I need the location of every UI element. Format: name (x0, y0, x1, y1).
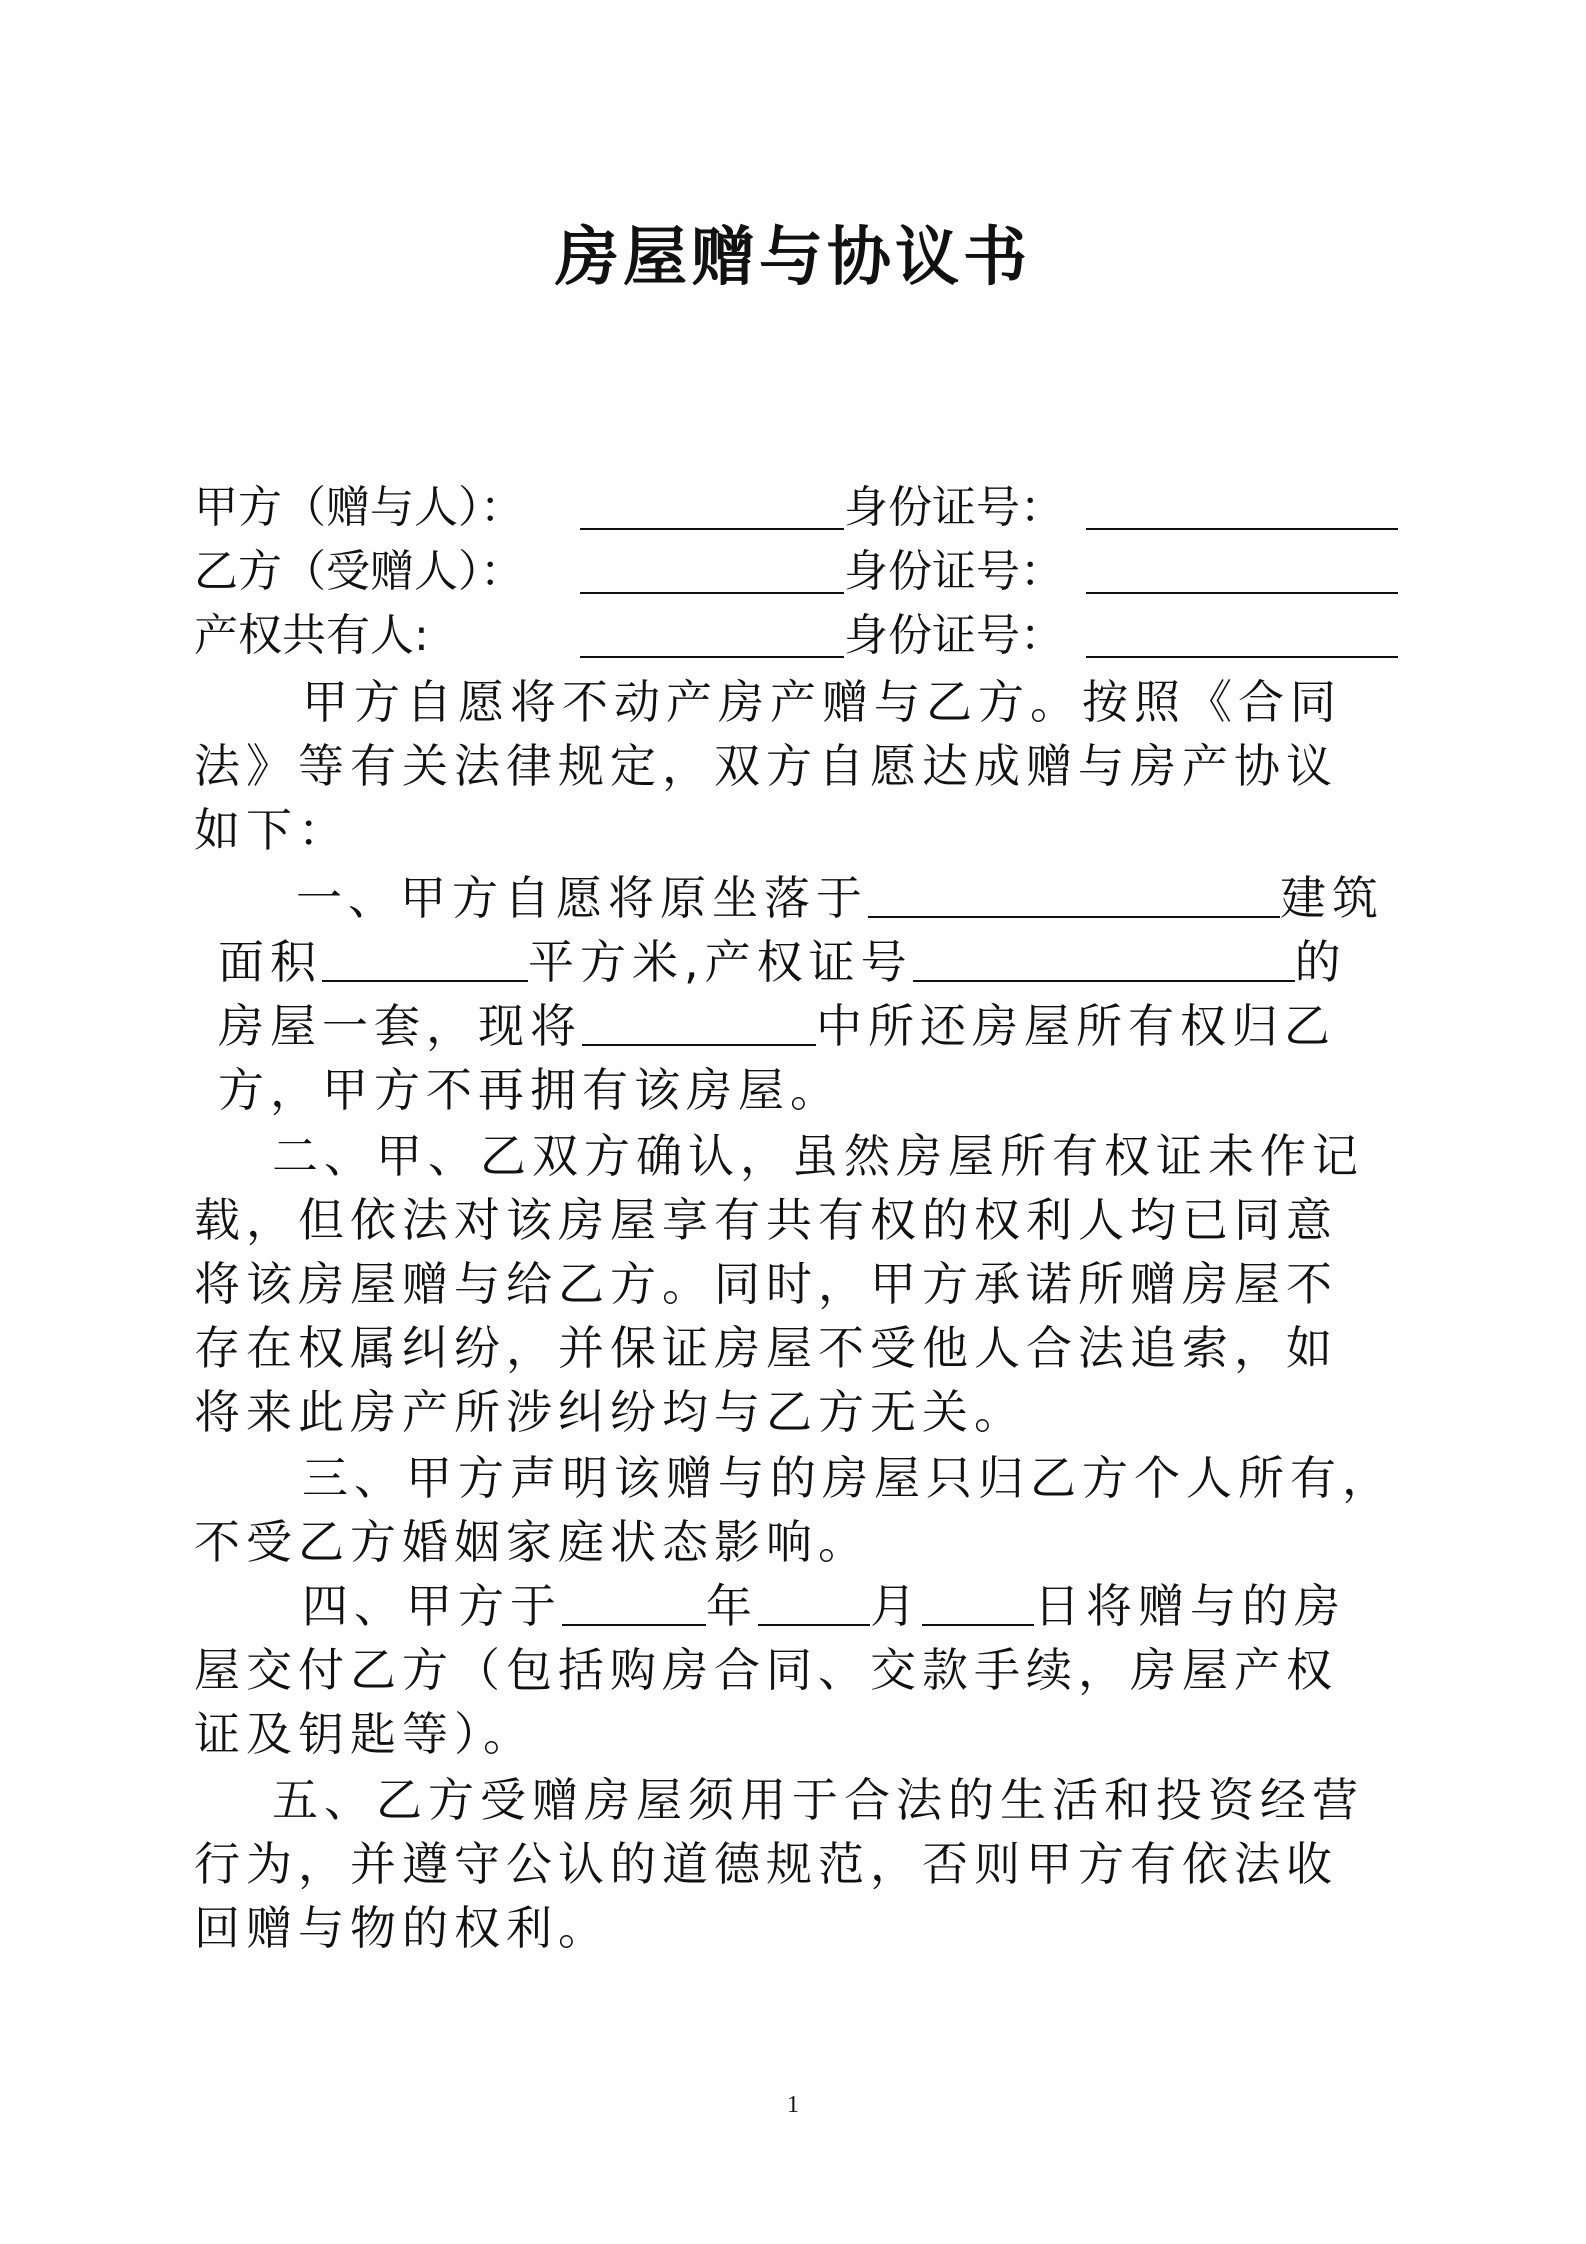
document-title: 房屋赠与协议书 (555, 221, 1031, 295)
party-b-id-blank[interactable] (1086, 592, 1398, 594)
co-owner-id-label: 身份证号： (844, 610, 1064, 661)
party-b-label: 乙方（受赠人）： (194, 546, 524, 597)
clause-3-line-2: 不受乙方婚姻家庭状态影响。 (194, 1515, 870, 1569)
intro-line-1: 甲方自愿将不动产房产赠与乙方。按照《合同 (302, 675, 1342, 729)
party-a-id-label: 身份证号： (844, 482, 1064, 533)
party-a-row (194, 478, 1404, 538)
party-b-id-label: 身份证号： (844, 546, 1064, 597)
clause-4-line-1 (302, 1574, 1346, 1638)
clause-1-area-label: 面积 (218, 935, 322, 989)
clause-1-text-c: 的 (1294, 935, 1347, 989)
clause-2-line-4: 存在权属纠纷，并保证房屋不受他人合法追索，如 (194, 1321, 1338, 1375)
intro-line-3: 如下： (194, 803, 350, 857)
clause-1-line-2 (218, 930, 1347, 994)
location-blank[interactable] (868, 866, 1280, 918)
day-blank[interactable] (922, 1574, 1034, 1626)
month-label: 月 (870, 1579, 922, 1633)
year-blank[interactable] (562, 1574, 706, 1626)
clause-1-text-e: 中所还房屋所有权归乙 (816, 999, 1336, 1053)
co-owner-row (194, 606, 1404, 666)
clause-1-line-1 (296, 866, 1384, 930)
co-owner-id-blank[interactable] (1086, 656, 1398, 658)
transfer-blank[interactable] (582, 994, 816, 1046)
clause-4-line-3: 证及钥匙等）。 (194, 1707, 535, 1761)
clause-1-text-b: 建筑 (1280, 871, 1384, 925)
party-b-row (194, 542, 1404, 602)
clause-4-text-b: 日将赠与的房 (1034, 1579, 1346, 1633)
clause-4-line-2: 屋交付乙方（包括购房合同、交款手续，房屋产权 (194, 1643, 1338, 1697)
clause-5-line-3: 回赠与物的权利。 (194, 1901, 610, 1955)
clause-1-cert-label: 平方米,产权证号 (528, 935, 913, 989)
party-a-id-blank[interactable] (1086, 528, 1398, 530)
clause-5-line-1: 五、乙方受赠房屋须用于合法的生活和投资经营 (272, 1773, 1364, 1827)
co-owner-label: 产权共有人: (194, 610, 429, 661)
intro-line-2: 法》等有关法律规定，双方自愿达成赠与房产协议 (194, 739, 1338, 793)
year-label: 年 (706, 1579, 758, 1633)
co-owner-name-blank[interactable] (580, 656, 844, 658)
page-number: 1 (787, 2092, 799, 2118)
clause-1-text-a: 一、甲方自愿将原坐落于 (296, 871, 868, 925)
clause-2-line-2: 载，但依法对该房屋享有共有权的权利人均已同意 (194, 1193, 1338, 1247)
clause-3-line-1: 三、甲方声明该赠与的房屋只归乙方个人所有， (302, 1451, 1394, 1505)
party-a-name-blank[interactable] (580, 528, 844, 530)
clause-2-line-3: 将该房屋赠与给乙方。同时，甲方承诺所赠房屋不 (194, 1257, 1338, 1311)
month-blank[interactable] (758, 1574, 870, 1626)
party-a-label: 甲方（赠与人）： (194, 482, 524, 533)
clause-1-line-4: 方，甲方不再拥有该房屋。 (218, 1063, 842, 1117)
area-blank[interactable] (322, 930, 528, 982)
clause-2-line-5: 将来此房产所涉纠纷均与乙方无关。 (194, 1385, 1026, 1439)
clause-1-line-3 (218, 994, 1336, 1058)
clause-4-text-a: 四、甲方于 (302, 1579, 562, 1633)
party-b-name-blank[interactable] (580, 592, 844, 594)
clause-5-line-2: 行为，并遵守公认的道德规范，否则甲方有依法收 (194, 1837, 1338, 1891)
clause-1-text-d: 房屋一套，现将 (218, 999, 582, 1053)
property-cert-blank[interactable] (913, 930, 1295, 982)
clause-2-line-1: 二、甲、乙双方确认，虽然房屋所有权证未作记 (272, 1129, 1364, 1183)
